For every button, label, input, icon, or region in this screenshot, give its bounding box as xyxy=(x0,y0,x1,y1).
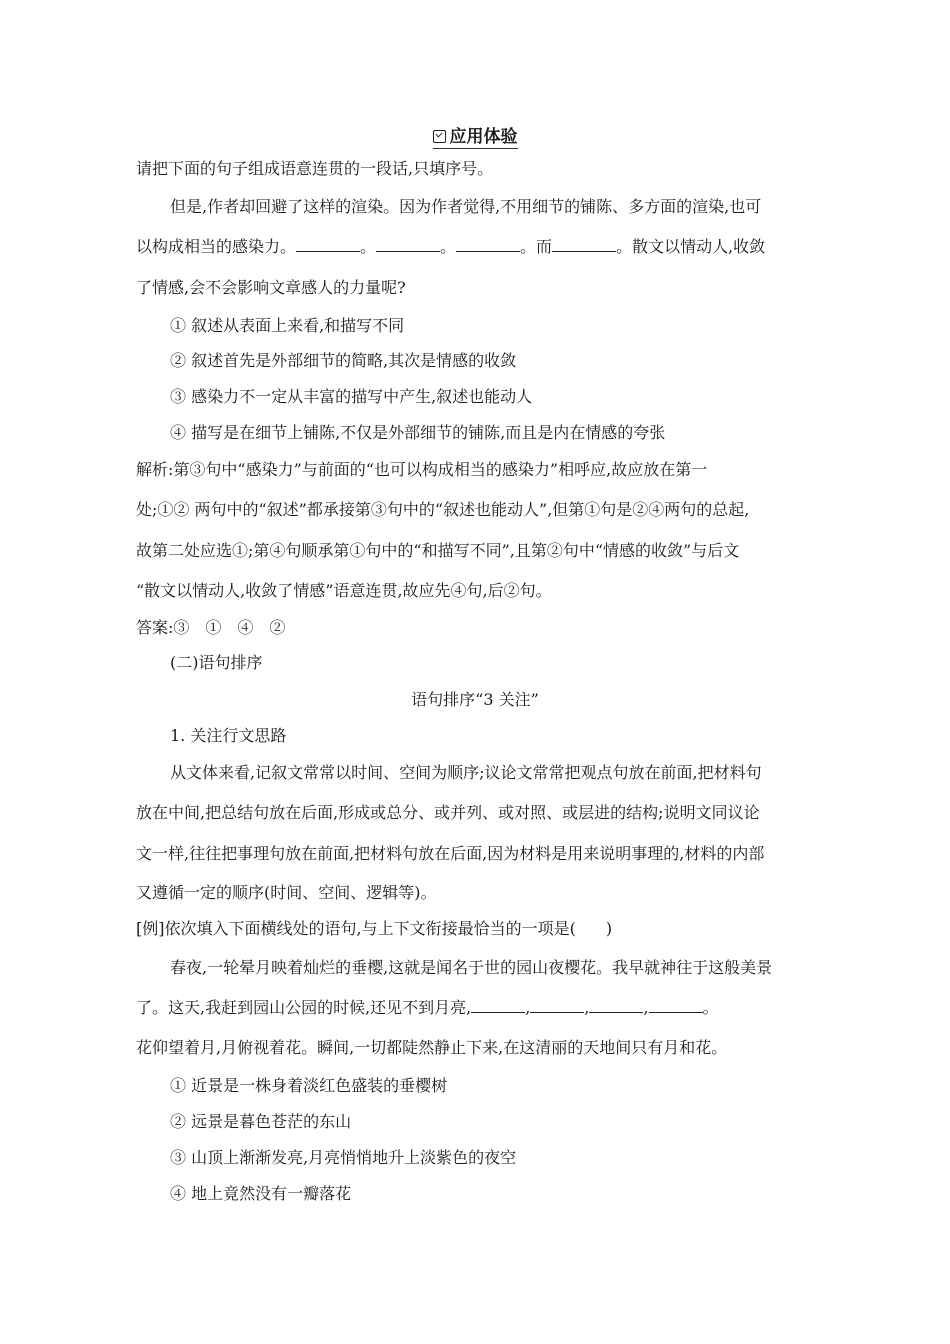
option-3: ③ 感染力不一定从丰富的描写中产生,叙述也能动人 xyxy=(170,387,533,406)
analysis-line3: 故第二处应选①;第④句顺承第①句中的“和描写不同”,且第②句中“情感的收敛”与后文 xyxy=(136,541,740,560)
blank-3[interactable] xyxy=(456,237,520,252)
answer: 答案:③ ① ④ ② xyxy=(136,618,286,637)
subtitle: 语句排序“3 关注” xyxy=(411,690,539,709)
analysis-line4: “散文以情动人,收敛了情感”语意连贯,故应先④句,后②句。 xyxy=(136,581,552,600)
body-line2: 放在中间,把总结句放在后面,形成或总分、或并列、或对照、或层进的结构;说明文同议论 xyxy=(136,803,760,822)
passage1-line1: 但是,作者却回避了这样的渲染。因为作者觉得,不用细节的铺陈、多方面的渲染,也可 xyxy=(170,197,762,216)
section-title: (二)语句排序 xyxy=(170,653,263,672)
body-line1: 从文体来看,记叙文常常以时间、空间为顺序;议论文常常把观点句放在前面,把材料句 xyxy=(170,763,762,782)
option-4: ④ 描写是在细节上铺陈,不仅是外部细节的铺陈,而且是内在情感的夸张 xyxy=(170,423,666,442)
blank-7[interactable] xyxy=(589,998,643,1013)
section-heading xyxy=(0,122,950,149)
blank-4[interactable] xyxy=(552,237,616,252)
heading-text: 应用体验 xyxy=(449,127,518,147)
blank-1[interactable] xyxy=(296,237,360,252)
blank-5[interactable] xyxy=(471,998,525,1013)
example-question: [例]依次填入下面横线处的语句,与上下文衔接最恰当的一项是( ) xyxy=(136,919,613,938)
analysis-line2: 处;①② 两句中的“叙述”都承接第③句中的“叙述也能动人”,但第①句是②④两句的总起, xyxy=(136,500,750,519)
blank-2[interactable] xyxy=(376,237,440,252)
option-1: ① 叙述从表面上来看,和描写不同 xyxy=(170,316,405,335)
blank-8[interactable] xyxy=(649,998,703,1013)
body-line3: 文一样,往往把事理句放在前面,把材料句放在后面,因为材料是用来说明事理的,材料的内部 xyxy=(136,844,765,863)
analysis-line1: 解析:第③句中“感染力”与前面的“也可以构成相当的感染力”相呼应,故应放在第一 xyxy=(136,460,708,479)
option2-3: ③ 山顶上渐渐发亮,月亮悄悄地升上淡紫色的夜空 xyxy=(170,1148,517,1167)
body-line4: 又遵循一定的顺序(时间、空间、逻辑等)。 xyxy=(136,883,437,902)
option-2: ② 叙述首先是外部细节的简略,其次是情感的收敛 xyxy=(170,351,517,370)
passage2-line2: 了。这天,我赶到园山公园的时候,还见不到月亮, , , , 。 xyxy=(136,998,719,1017)
checkbox-icon xyxy=(433,130,446,143)
instruction: 请把下面的句子组成语意连贯的一段话,只填序号。 xyxy=(136,159,494,178)
passage1-line2: 以构成相当的感染力。 。 。 。而 。散文以情动人,收敛 xyxy=(136,237,766,256)
option2-1: ① 近景是一株身着淡红色盛装的垂樱树 xyxy=(170,1076,448,1095)
option2-2: ② 远景是暮色苍茫的东山 xyxy=(170,1112,352,1131)
blank-6[interactable] xyxy=(530,998,584,1013)
passage2-line3: 花仰望着月,月俯视着花。瞬间,一切都陡然静止下来,在这清丽的天地间只有月和花。 xyxy=(136,1038,728,1057)
point-1: 1. 关注行文思路 xyxy=(170,726,287,745)
passage2-line1: 春夜,一轮晕月映着灿烂的垂樱,这就是闻名于世的园山夜樱花。我早就神往于这般美景 xyxy=(170,958,773,977)
passage1-line3: 了情感,会不会影响文章感人的力量呢? xyxy=(136,278,406,297)
option2-4: ④ 地上竟然没有一瓣落花 xyxy=(170,1184,352,1203)
